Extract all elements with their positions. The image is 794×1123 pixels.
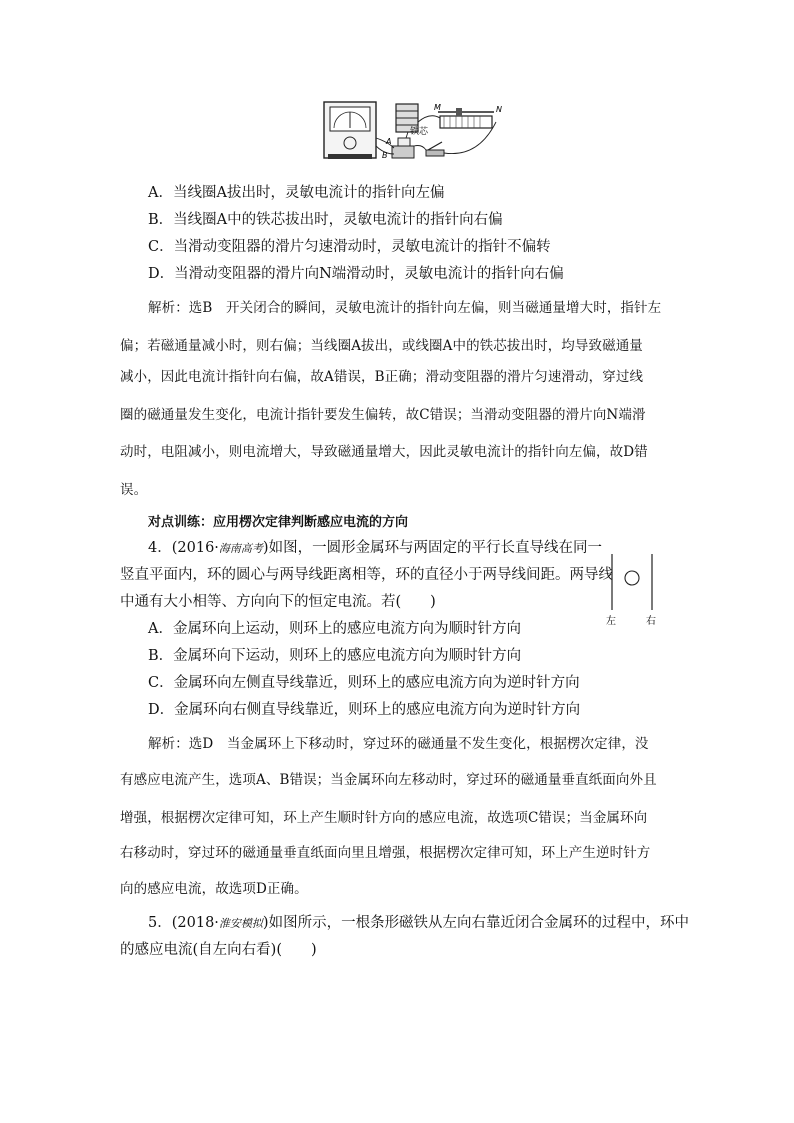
q5-line-1-rest: )如图所示，一根条形磁铁从左向右靠近闭合金属环的过程中，环中: [262, 915, 690, 931]
q4-option-b: B．金属环向下运动，则环上的感应电流方向为顺时针方向: [148, 648, 522, 664]
q4-year: (2016·: [171, 540, 219, 556]
q3-analysis-line-1: 解析：选B 开关闭合的瞬间，灵敏电流计的指针向左偏，则当磁通量增大时，指针左: [148, 300, 662, 316]
label-a: A: [386, 137, 392, 146]
q3-option-a: A．当线圈A拔出时，灵敏电流计的指针向左偏: [148, 185, 445, 201]
label-m: M: [434, 103, 441, 112]
q3-analysis-line-6: 误。: [120, 482, 148, 498]
label-n: N: [496, 105, 502, 114]
iron-core-label: 铁芯: [410, 127, 429, 137]
section-title: 对点训练：应用楞次定律判断感应电流的方向: [148, 515, 409, 530]
q4-analysis-line-1: 解析：选D 当金属环上下移动时，穿过环的磁通量不发生变化，根据楞次定律，没: [148, 736, 649, 752]
q5-number: 5．: [148, 915, 172, 931]
q3-analysis-line-2: 偏；若磁通量减小时，则右偏；当线圈A拔出，或线圈A中的铁芯拔出时，均导致磁通量: [120, 338, 643, 354]
q4-analysis-line-3: 增强，根据楞次定律可知，环上产生顺时针方向的感应电流，故选项C错误；当金属环向: [120, 810, 648, 826]
q3-analysis-line-3: 减小，因此电流计指针向右偏，故A错误，B正确；滑动变阻器的滑片匀速滑动，穿过线: [120, 369, 644, 385]
q4-option-a: A．金属环向上运动，则环上的感应电流方向为顺时针方向: [148, 621, 521, 637]
q5-line-1: [148, 911, 689, 932]
q4-option-c: C．金属环向左侧直导线靠近，则环上的感应电流方向为逆时针方向: [148, 675, 580, 691]
q5-source: 淮安模拟: [218, 917, 263, 930]
q4-analysis-line-5: 向的感应电流，故选项D正确。: [120, 881, 308, 897]
wire-right-label: 右: [646, 616, 656, 627]
figure-parallel-wires: [600, 548, 672, 630]
q4-line-1-rest: )如图，一圆形金属环与两固定的平行长直导线在同一: [262, 540, 603, 556]
q4-analysis-line-4: 右移动时，穿过环的磁通量垂直纸面向里且增强，根据楞次定律可知，环上产生逆时针方: [120, 845, 651, 861]
figure-galvanometer-circuit: [318, 98, 508, 164]
q3-option-b: B．当线圈A中的铁芯拔出时，灵敏电流计的指针向右偏: [148, 212, 503, 228]
q3-analysis-line-5: 动时，电阻减小，则电流增大，导致磁通量增大，因此灵敏电流计的指针向左偏，故D错: [120, 444, 648, 460]
q4-option-d: D．金属环向右侧直导线靠近，则环上的感应电流方向为逆时针方向: [148, 702, 581, 718]
wire-left-label: 左: [606, 616, 616, 627]
label-b: B: [382, 151, 388, 160]
q5-line-2: 的感应电流(自左向右看)( ): [120, 942, 317, 958]
q4-number: 4．: [148, 540, 172, 556]
q5-year: (2018·: [171, 915, 219, 931]
q4-line-2: 竖直平面内，环的圆心与两导线距离相等，环的直径小于两导线间距。两导线: [120, 567, 613, 583]
q3-option-d: D．当滑动变阻器的滑片向N端滑动时，灵敏电流计的指针向右偏: [148, 266, 564, 282]
q3-analysis-line-4: 圈的磁通量发生变化，电流计指针要发生偏转，故C错误；当滑动变阻器的滑片向N端滑: [120, 407, 646, 423]
q4-analysis-line-2: 有感应电流产生，选项A、B错误；当金属环向左移动时，穿过环的磁通量垂直纸面向外且: [120, 772, 657, 788]
q4-line-1: [148, 536, 602, 557]
q4-line-3: 中通有大小相等、方向向下的恒定电流。若( ): [120, 594, 436, 610]
q4-source: 海南高考: [218, 542, 263, 555]
q3-option-c: C．当滑动变阻器的滑片匀速滑动时，灵敏电流计的指针不偏转: [148, 239, 551, 255]
